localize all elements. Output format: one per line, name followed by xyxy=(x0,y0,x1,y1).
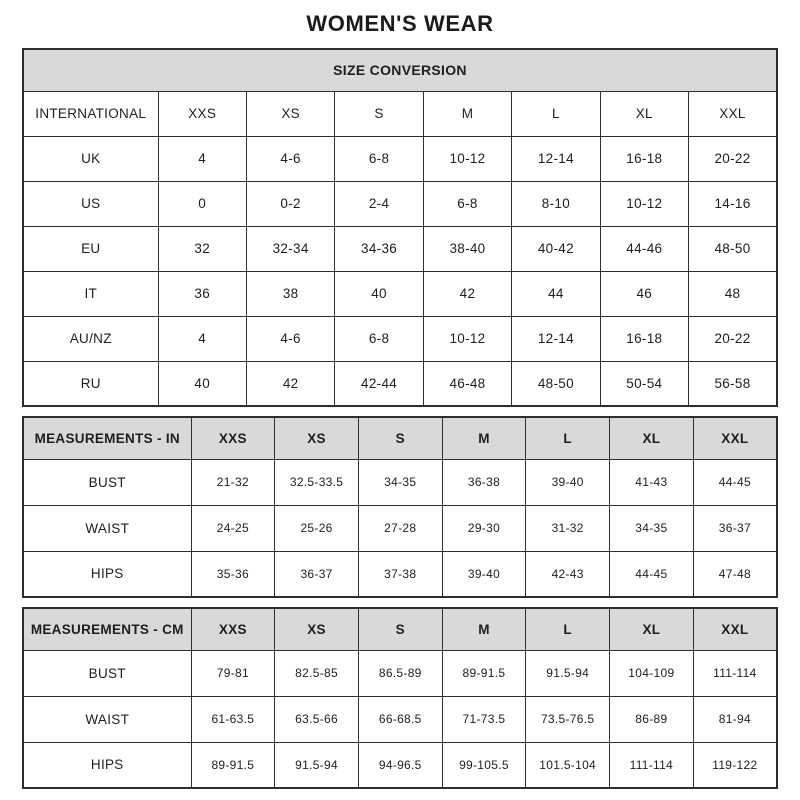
value-cell: 73.5-76.5 xyxy=(526,696,610,742)
size-chart xyxy=(22,48,778,789)
value-cell: 44-45 xyxy=(693,459,777,505)
value-cell: 63.5-66 xyxy=(275,696,359,742)
value-cell: 42 xyxy=(246,361,334,406)
value-cell: 4 xyxy=(158,316,246,361)
row-label: WAIST xyxy=(23,696,191,742)
table-row xyxy=(23,505,777,551)
value-cell: 41-43 xyxy=(610,459,694,505)
value-cell: 89-91.5 xyxy=(191,742,275,788)
value-cell: 36-37 xyxy=(275,551,359,597)
value-cell: 20-22 xyxy=(689,136,777,181)
value-cell: 48-50 xyxy=(689,226,777,271)
value-cell: 91.5-94 xyxy=(526,650,610,696)
value-cell: 111-114 xyxy=(693,650,777,696)
value-cell: 16-18 xyxy=(600,136,688,181)
column-header-xxl: XXL xyxy=(693,417,777,459)
value-cell: 14-16 xyxy=(689,181,777,226)
table-title: SIZE CONVERSION xyxy=(23,49,777,91)
value-cell: 42 xyxy=(423,271,511,316)
value-cell: 12-14 xyxy=(512,316,600,361)
value-cell: 44-45 xyxy=(610,551,694,597)
value-cell: 34-35 xyxy=(610,505,694,551)
column-header-row xyxy=(23,608,777,650)
value-cell: 46-48 xyxy=(423,361,511,406)
column-header-xxs: XXS xyxy=(158,91,246,136)
value-cell: 38 xyxy=(246,271,334,316)
column-header-row xyxy=(23,91,777,136)
value-cell: 32.5-33.5 xyxy=(275,459,359,505)
value-cell: 40 xyxy=(335,271,423,316)
size-conversion-table xyxy=(22,48,778,407)
table-row xyxy=(23,361,777,406)
table-row xyxy=(23,459,777,505)
value-cell: 66-68.5 xyxy=(358,696,442,742)
page-title: WOMEN'S WEAR xyxy=(306,11,494,36)
value-cell: 10-12 xyxy=(600,181,688,226)
value-cell: 29-30 xyxy=(442,505,526,551)
value-cell: 86-89 xyxy=(610,696,694,742)
column-header-xl: XL xyxy=(610,608,694,650)
table-row xyxy=(23,226,777,271)
value-cell: 39-40 xyxy=(526,459,610,505)
column-header-xl: XL xyxy=(610,417,694,459)
value-cell: 48-50 xyxy=(512,361,600,406)
value-cell: 99-105.5 xyxy=(442,742,526,788)
value-cell: 91.5-94 xyxy=(275,742,359,788)
column-header-s: S xyxy=(358,417,442,459)
value-cell: 36 xyxy=(158,271,246,316)
value-cell: 36-38 xyxy=(442,459,526,505)
value-cell: 16-18 xyxy=(600,316,688,361)
column-header-xs: XS xyxy=(275,417,359,459)
column-header-m: M xyxy=(442,608,526,650)
value-cell: 0-2 xyxy=(246,181,334,226)
value-cell: 104-109 xyxy=(610,650,694,696)
column-header-xxl: XXL xyxy=(689,91,777,136)
table-row xyxy=(23,136,777,181)
table-row xyxy=(23,742,777,788)
value-cell: 32 xyxy=(158,226,246,271)
value-cell: 86.5-89 xyxy=(358,650,442,696)
column-header-s: S xyxy=(358,608,442,650)
value-cell: 35-36 xyxy=(191,551,275,597)
measurements-in-table xyxy=(22,416,778,598)
value-cell: 46 xyxy=(600,271,688,316)
column-header-s: S xyxy=(335,91,423,136)
value-cell: 42-43 xyxy=(526,551,610,597)
row-label: WAIST xyxy=(23,505,191,551)
row-header-label: MEASUREMENTS - CM xyxy=(23,608,191,650)
value-cell: 0 xyxy=(158,181,246,226)
value-cell: 39-40 xyxy=(442,551,526,597)
value-cell: 82.5-85 xyxy=(275,650,359,696)
row-label: HIPS xyxy=(23,551,191,597)
row-label: UK xyxy=(23,136,158,181)
value-cell: 24-25 xyxy=(191,505,275,551)
value-cell: 89-91.5 xyxy=(442,650,526,696)
column-header-m: M xyxy=(442,417,526,459)
row-header-label: INTERNATIONAL xyxy=(23,91,158,136)
value-cell: 25-26 xyxy=(275,505,359,551)
value-cell: 48 xyxy=(689,271,777,316)
value-cell: 50-54 xyxy=(600,361,688,406)
table-title-row xyxy=(23,49,777,91)
column-header-xxl: XXL xyxy=(693,608,777,650)
column-header-row xyxy=(23,417,777,459)
value-cell: 40 xyxy=(158,361,246,406)
value-cell: 36-37 xyxy=(693,505,777,551)
row-label: BUST xyxy=(23,650,191,696)
row-label: EU xyxy=(23,226,158,271)
value-cell: 61-63.5 xyxy=(191,696,275,742)
table-row xyxy=(23,181,777,226)
value-cell: 38-40 xyxy=(423,226,511,271)
row-label: HIPS xyxy=(23,742,191,788)
value-cell: 4 xyxy=(158,136,246,181)
measurements-cm-table xyxy=(22,607,778,789)
value-cell: 12-14 xyxy=(512,136,600,181)
value-cell: 37-38 xyxy=(358,551,442,597)
value-cell: 44 xyxy=(512,271,600,316)
row-label: RU xyxy=(23,361,158,406)
value-cell: 81-94 xyxy=(693,696,777,742)
column-header-xxs: XXS xyxy=(191,608,275,650)
table-row xyxy=(23,316,777,361)
column-header-xs: XS xyxy=(246,91,334,136)
value-cell: 119-122 xyxy=(693,742,777,788)
value-cell: 32-34 xyxy=(246,226,334,271)
value-cell: 40-42 xyxy=(512,226,600,271)
value-cell: 31-32 xyxy=(526,505,610,551)
value-cell: 20-22 xyxy=(689,316,777,361)
value-cell: 10-12 xyxy=(423,136,511,181)
row-label: US xyxy=(23,181,158,226)
row-label: BUST xyxy=(23,459,191,505)
column-header-l: L xyxy=(526,608,610,650)
value-cell: 4-6 xyxy=(246,316,334,361)
column-header-xxs: XXS xyxy=(191,417,275,459)
value-cell: 2-4 xyxy=(335,181,423,226)
value-cell: 94-96.5 xyxy=(358,742,442,788)
value-cell: 47-48 xyxy=(693,551,777,597)
column-header-xl: XL xyxy=(600,91,688,136)
column-header-l: L xyxy=(512,91,600,136)
value-cell: 34-35 xyxy=(358,459,442,505)
value-cell: 6-8 xyxy=(423,181,511,226)
column-header-m: M xyxy=(423,91,511,136)
row-label: IT xyxy=(23,271,158,316)
table-row xyxy=(23,696,777,742)
value-cell: 27-28 xyxy=(358,505,442,551)
value-cell: 21-32 xyxy=(191,459,275,505)
value-cell: 34-36 xyxy=(335,226,423,271)
value-cell: 10-12 xyxy=(423,316,511,361)
column-header-xs: XS xyxy=(275,608,359,650)
value-cell: 8-10 xyxy=(512,181,600,226)
value-cell: 101.5-104 xyxy=(526,742,610,788)
value-cell: 4-6 xyxy=(246,136,334,181)
value-cell: 56-58 xyxy=(689,361,777,406)
table-row xyxy=(23,271,777,316)
value-cell: 79-81 xyxy=(191,650,275,696)
row-header-label: MEASUREMENTS - IN xyxy=(23,417,191,459)
table-row xyxy=(23,551,777,597)
row-label: AU/NZ xyxy=(23,316,158,361)
table-row xyxy=(23,650,777,696)
column-header-l: L xyxy=(526,417,610,459)
value-cell: 42-44 xyxy=(335,361,423,406)
value-cell: 71-73.5 xyxy=(442,696,526,742)
value-cell: 44-46 xyxy=(600,226,688,271)
value-cell: 111-114 xyxy=(610,742,694,788)
value-cell: 6-8 xyxy=(335,136,423,181)
value-cell: 6-8 xyxy=(335,316,423,361)
